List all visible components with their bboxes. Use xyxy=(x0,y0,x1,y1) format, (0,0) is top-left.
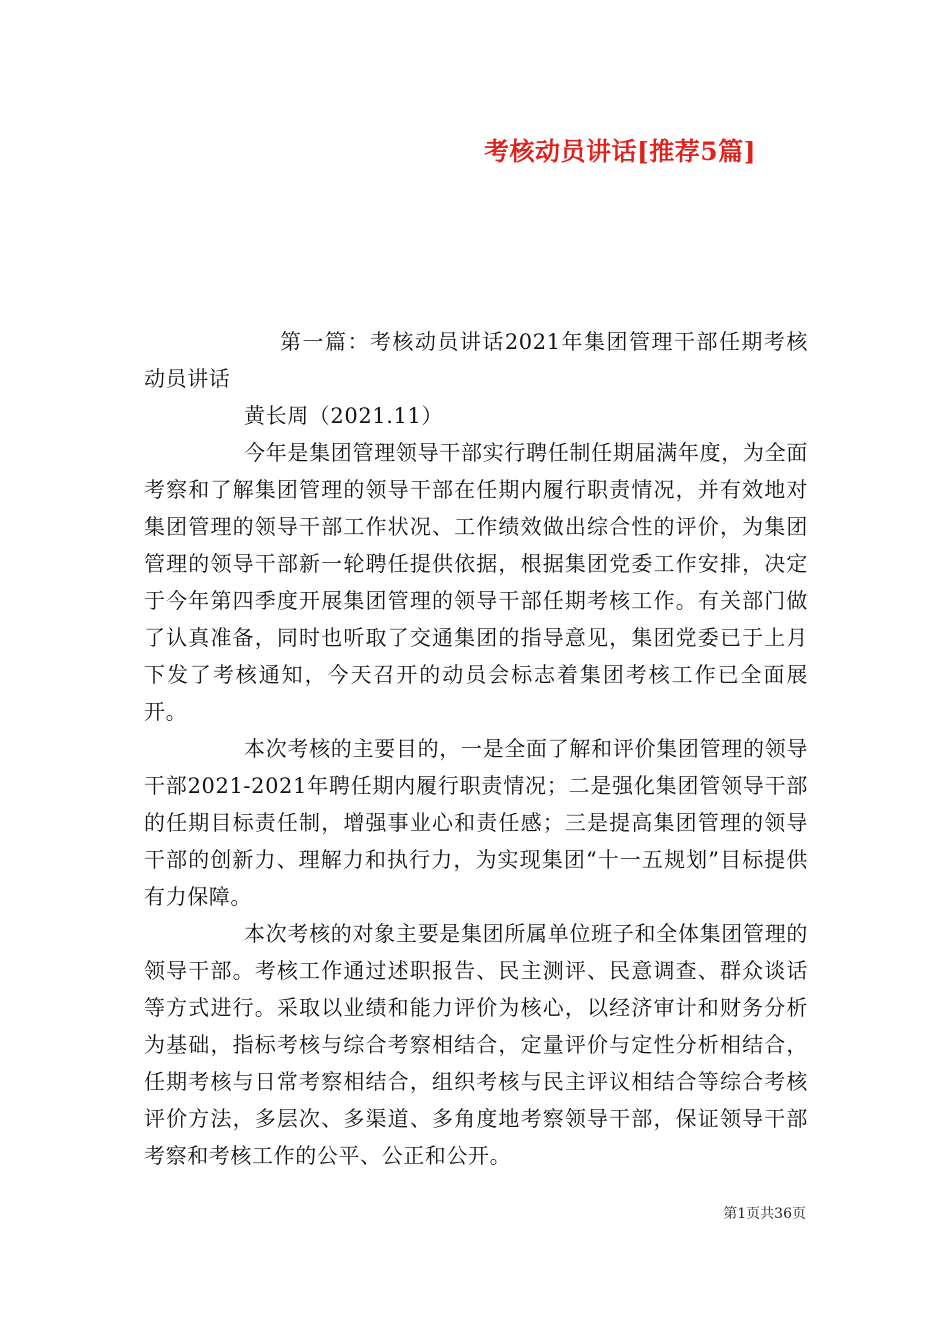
paragraph: 今年是集团管理领导干部实行聘任制任期届满年度，为全面考察和了解集团管理的领导干部在任期内履行职责情况，并有效地对集团管理的领导干部工作状况、工作绩效做出综合性的评价，为集团管理的领导干部新一轮聘任提供依据，根据集团党委工作安排，决定于今年第四季度开展集团管理的领导干部任期考核工作。有关部门做了认真准备，同时也听取了交通集团的指导意见，集团党委已于上月下发了考核通知，今天召开的动员会标志着集团考核工作已全面展开。 xyxy=(144,441,808,724)
page-number: 第1页共36页 xyxy=(723,1206,806,1222)
paragraph: 本次考核的主要目的，一是全面了解和评价集团管理的领导干部2021-2021年聘任期内履行职责情况；二是强化集团管领导干部的任期目标责任制，增强事业心和责任感；三是提高集团管理的领导干部的创新力、理解力和执行力，为实现集团“十一五规划”目标提供有力保障。 xyxy=(144,737,808,909)
author-line: 黄长周（2021.11） xyxy=(244,404,444,428)
section-subtitle: 第一篇：考核动员讲话2021年集团管理干部任期考核动员讲话 xyxy=(144,330,808,391)
document-title: 考核动员讲话[推荐5篇] xyxy=(483,137,757,166)
paragraph: 本次考核的对象主要是集团所属单位班子和全体集团管理的领导干部。考核工作通过述职报告、民主测评、民意调查、群众谈话等方式进行。采取以业绩和能力评价为核心，以经济审计和财务分析为基础，指标考核与综合考察相结合，定量评价与定性分析相结合，任期考核与日常考察相结合，组织考核与民主评议相结合等综合考核评价方法，多层次、多渠道、多角度地考察领导干部，保证领导干部考察和考核工作的公平、公正和公开。 xyxy=(144,922,808,1168)
document-body xyxy=(144,324,808,1175)
